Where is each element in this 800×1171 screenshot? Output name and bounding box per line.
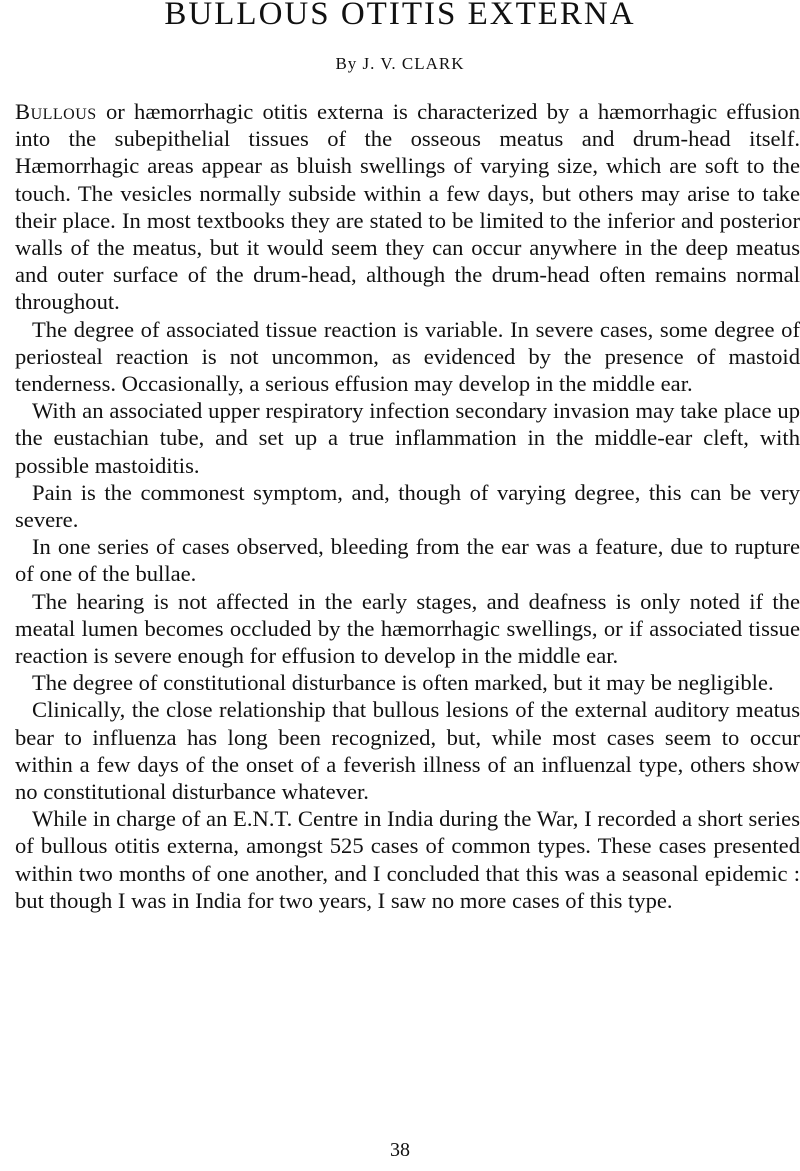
paragraph-9: While in charge of an E.N.T. Centre in India during the War, I recorded a short series of bullous otitis externa, amongst 525 cases of common types. These cases presented within two months of one another, and I concluded that this was a seasonal epidemic : but though I was in India for two years, I saw no more cases of this type. bbox=[15, 806, 800, 913]
paragraph-4: Pain is the commonest symptom, and, though of varying degree, this can be very severe. bbox=[15, 479, 800, 533]
paragraph-2: The degree of associated tissue reaction is variable. In severe cases, some degree of periosteal reaction is not uncommon, as evidenced by the presence of mastoid tenderness. Occasionally, a serious effusion may develop in the middle ear. bbox=[15, 316, 800, 397]
paragraph-1 bbox=[15, 98, 800, 316]
paragraph-5: In one series of cases observed, bleeding from the ear was a feature, due to rupture of one of the bullae. bbox=[15, 534, 800, 587]
paragraph-6: The hearing is not affected in the early stages, and deafness is only noted if the meatal lumen becomes occluded by the hæmorrhagic swellings, or if associated tissue reaction is severe enough for effusion to develop in the middle ear. bbox=[15, 588, 800, 669]
author-byline: By J. V. CLARK bbox=[335, 54, 465, 73]
paragraph-3: With an associated upper respiratory infection secondary invasion may take place up the eustachian tube, and set up a true inflammation in the middle-ear cleft, with possible mastoiditis. bbox=[15, 398, 800, 478]
page-number: 38 bbox=[390, 1139, 410, 1161]
article-body bbox=[15, 98, 800, 914]
lead-word: Bullous bbox=[15, 99, 97, 124]
paragraph-1-text: or hæmorrhagic otitis externa is characterized by a hæmorrhagic effusion into the subepithelial tissues of the osseous meatus and drum-head itself. Hæmorrhagic areas appear as bluish swellings of varying size, which are soft to the touch. The vesicles normally subside within a few days, but others may arise to take their place. In most textbooks they are stated to be limited to the inferior and posterior walls of the meatus, but it would seem they can occur anywhere in the deep meatus and outer surface of the drum-head, although the drum-head often remains normal throughout. bbox=[15, 99, 800, 315]
article-title: BULLOUS OTITIS EXTERNA bbox=[164, 0, 636, 32]
paragraph-8: Clinically, the close relationship that bullous lesions of the external auditory meatus bear to influenza has long been recognized, but, while most cases seem to occur within a few days of the onset of a feverish illness of an influenzal type, others show no constitutional disturbance whatever. bbox=[15, 697, 800, 805]
paragraph-7: The degree of constitutional disturbance is often marked, but it may be negligible. bbox=[32, 670, 774, 696]
